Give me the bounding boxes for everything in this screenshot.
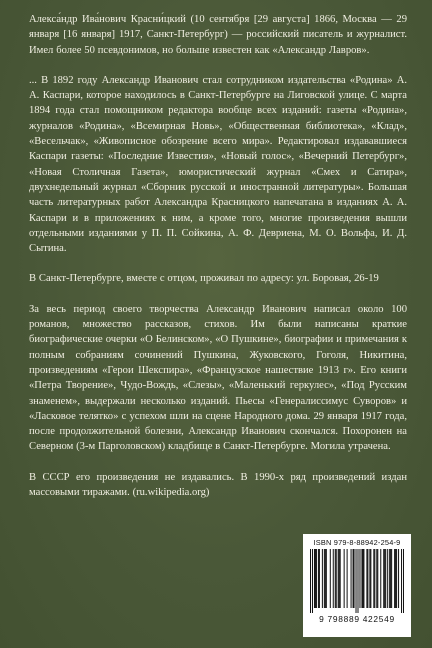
- barcode-bar: [383, 549, 384, 608]
- barcode-bar: [322, 549, 323, 608]
- back-cover-text: [29, 12, 407, 500]
- barcode-bar: [326, 549, 327, 608]
- address-paragraph: В Санкт-Петербурге, вместе с отцом, проживал по адресу: ул. Боровая, 26-19: [29, 273, 379, 285]
- career-paragraph: ... В 1892 году Александр Иванович стал сотрудником издательства «Родина» А. А. Каспари, которое находилось в Санкт-Петербурге на Лиговской улице. С марта 1894 года стал помощником редактора вообще всех изданий: газеты «Родина», журналов «Родина», «Всемирная Новь», «Общественная библиотека», «Клад», «Весельчак», «Живописное обозрение всего мира». Редактировал издававшиеся Каспари газеты: «Последние Известия», «Новый голос», «Вечерний Петербург», «Новая Столичная Газета», юмористический журнал «Смех и Сатира», двухнедельный журнал «Сборник русской и иностранной литературы». Большая часть литературных работ Александра Красницкого напечатана в изданиях А. А. Каспари и в приложениях к ним, а кроме того, многие произведения вышли отдельными изданиями у П. П. Сойкина, А. Ф. Девриена, М. О. Вольфа, И. Д. Сытина.: [29, 74, 407, 255]
- barcode-bar: [373, 549, 374, 608]
- barcode-bar: [374, 549, 375, 608]
- works-paragraph: За весь период своего творчества Александр Иванович написал около 100 романов, множество рассказов, стихов. Им были написаны краткие биографические очерки «О Белинском», «О Пушкине», биографии и примечания к полным собраниям сочинений Пушкина, Жуковского, Гоголя, Никитина, произведениям «Герои Шекспира», «Французское нашествие 1913 г». Его книги «Петра Творение», Чудо-Вождь, «Слезы», «Маленький геркулес», «Под Русским знаменем», выдержали несколько изданий. Пьесы «Генералиссимус Суворов» и «Ласковое телятко» с успехом шли на сцене Народного дома. 29 января 1917 года, после продолжительной болезни, Александр Иванович скончался. Похоронен на Северном (3-м Парголовском) кладбище в Санкт-Петербурге. Могила утрачена.: [29, 303, 407, 453]
- barcode-bar: [330, 549, 331, 608]
- barcode-bar: [324, 549, 325, 608]
- barcode-bar: [336, 549, 337, 608]
- barcode-bar: [312, 549, 313, 613]
- barcode-bar: [344, 549, 345, 608]
- barcode-bar: [370, 549, 371, 608]
- barcode-bar: [366, 549, 367, 608]
- barcode-bar: [398, 549, 399, 608]
- barcode-bar: [357, 549, 358, 613]
- ussr-paragraph: В СССР его произведения не издавались. В 1990-х ряд произведений издан массовыми тиражами. (ru.wikipedia.org): [29, 471, 407, 499]
- barcode-bar: [362, 549, 363, 608]
- barcode-bar: [318, 549, 319, 608]
- barcode-bar: [380, 549, 381, 608]
- barcode-bar: [314, 549, 315, 608]
- barcode-bar: [340, 549, 341, 608]
- barcode-bar: [351, 549, 352, 608]
- barcode-bar: [333, 549, 334, 608]
- barcode-bar: [356, 549, 357, 613]
- barcode-bar: [394, 549, 395, 608]
- barcode-bar: [316, 549, 317, 608]
- barcode-bar: [403, 549, 404, 613]
- barcode-bar: [339, 549, 340, 608]
- isbn-label: ISBN 979-8-88942-254-9: [313, 538, 401, 547]
- barcode-bar: [367, 549, 368, 608]
- barcode-bar: [325, 549, 326, 608]
- barcode-bar: [385, 549, 386, 608]
- barcode-bar: [310, 549, 311, 613]
- barcode-bar: [361, 549, 362, 608]
- barcode-bar: [338, 549, 339, 608]
- barcode-bar: [319, 549, 320, 608]
- barcode-bar: [376, 549, 377, 608]
- barcode-bar: [359, 549, 360, 608]
- barcode-bar: [369, 549, 370, 608]
- ean-digits: 9 798889 422549: [319, 614, 395, 624]
- barcode-bar: [354, 549, 355, 608]
- barcode-bar: [401, 549, 402, 613]
- barcode-bar: [396, 549, 397, 608]
- barcode-bar: [390, 549, 391, 608]
- barcode-bar: [363, 549, 364, 608]
- barcode-bar: [353, 549, 354, 608]
- barcode-bar: [395, 549, 396, 608]
- barcode-bars: [310, 549, 404, 613]
- barcode-bar: [377, 549, 378, 608]
- barcode-bar: [387, 549, 388, 608]
- barcode-bar: [315, 549, 316, 608]
- barcode-bar: [335, 549, 336, 608]
- isbn-barcode: [303, 534, 411, 637]
- barcode-bar: [391, 549, 392, 608]
- barcode-bar: [384, 549, 385, 608]
- bio-intro-paragraph: Алекса́ндр Ива́нович Красни́цкий (10 сентября [29 августа] 1866, Москва — 29 января [16 января] 1917, Санкт-Петербург) — российский писатель и журналист. Имел более 50 псевдонимов, но больше известен как «Александр Лавров».: [29, 14, 407, 56]
- barcode-bar: [389, 549, 390, 608]
- barcode-bar: [347, 549, 348, 608]
